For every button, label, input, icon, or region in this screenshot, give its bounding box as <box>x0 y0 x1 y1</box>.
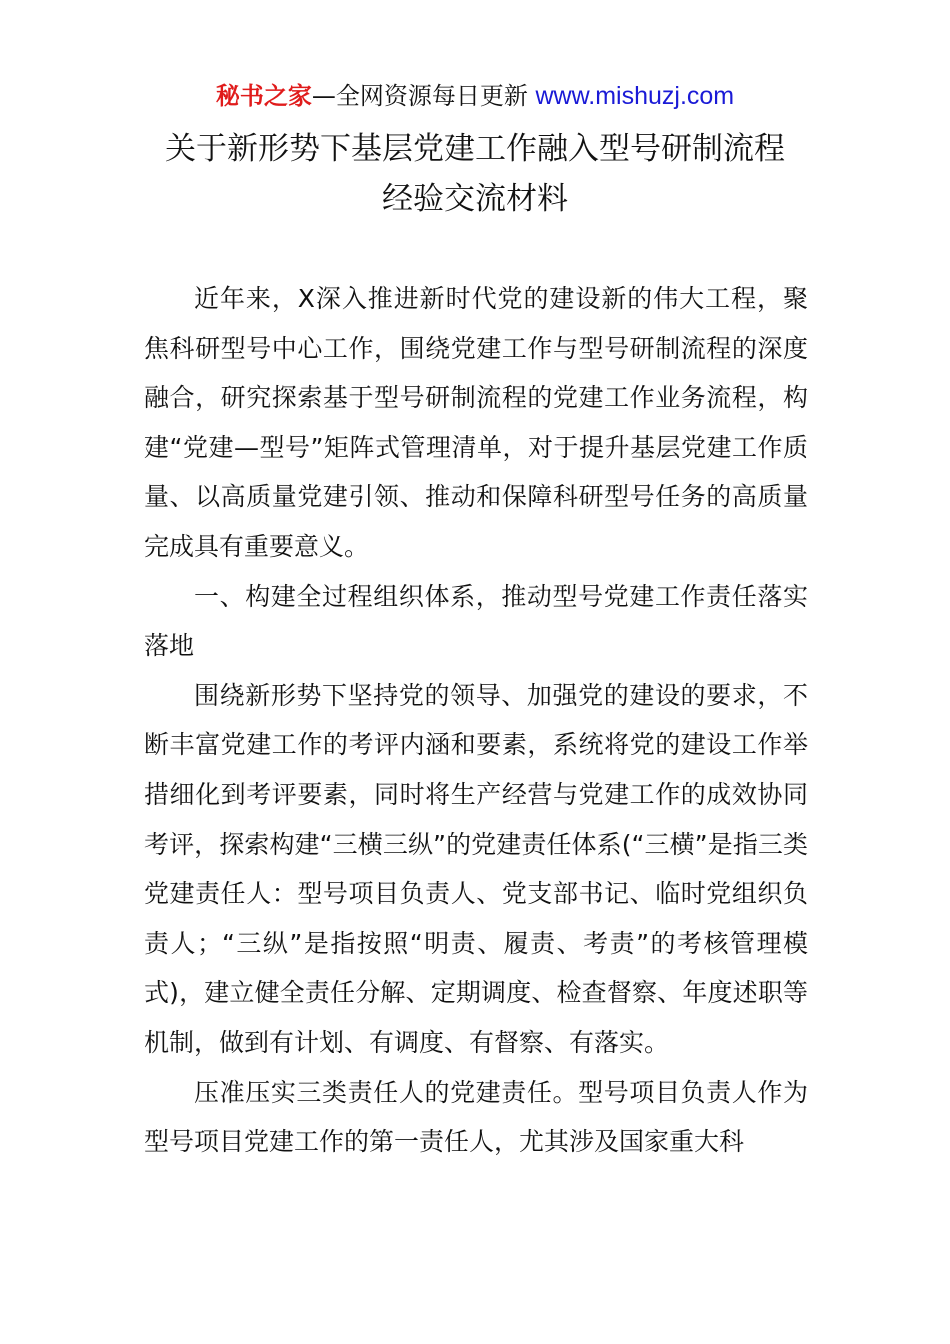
site-tagline: —全网资源每日更新 <box>311 82 528 110</box>
site-header <box>0 80 950 112</box>
site-brand: 秘书之家 <box>215 82 312 110</box>
document-body <box>144 274 808 1167</box>
site-url-link[interactable]: www.mishuzj.com <box>535 82 735 110</box>
paragraph-responsibility: 压准压实三类责任人的党建责任。型号项目负责人作为型号项目党建工作的第一责任人，尤其涉及国家重大科 <box>144 1077 808 1157</box>
paragraph-section-1: 围绕新形势下坚持党的领导、加强党的建设的要求，不断丰富党建工作的考评内涵和要素，系统将党的建设工作举措细化到考评要素，同时将生产经营与党建工作的成效协同考评，探索构建“三横三纵”的党建责任体系(“三横”是指三类党建责任人：型号项目负责人、党支部书记、临时党组织负责人；“三纵”是指按照“明责、履责、考责”的考核管理模式)，建立健全责任分解、定期调度、检查督察、年度述职等机制，做到有计划、有调度、有督察、有落实。 <box>144 680 808 1057</box>
document-title-line1: 关于新形势下基层党建工作融入型号研制流程 <box>165 131 785 167</box>
section-heading-1: 一、构建全过程组织体系，推动型号党建工作责任落实落地 <box>144 581 808 661</box>
document-title-line2: 经验交流材料 <box>382 181 568 217</box>
paragraph-intro: 近年来，X深入推进新时代党的建设新的伟大工程，聚焦科研型号中心工作，围绕党建工作与型号研制流程的深度融合，研究探索基于型号研制流程的党建工作业务流程，构建“党建—型号”矩阵式管理清单，对于提升基层党建工作质量、以高质量党建引领、推动和保障科研型号任务的高质量完成具有重要意义。 <box>144 284 808 561</box>
